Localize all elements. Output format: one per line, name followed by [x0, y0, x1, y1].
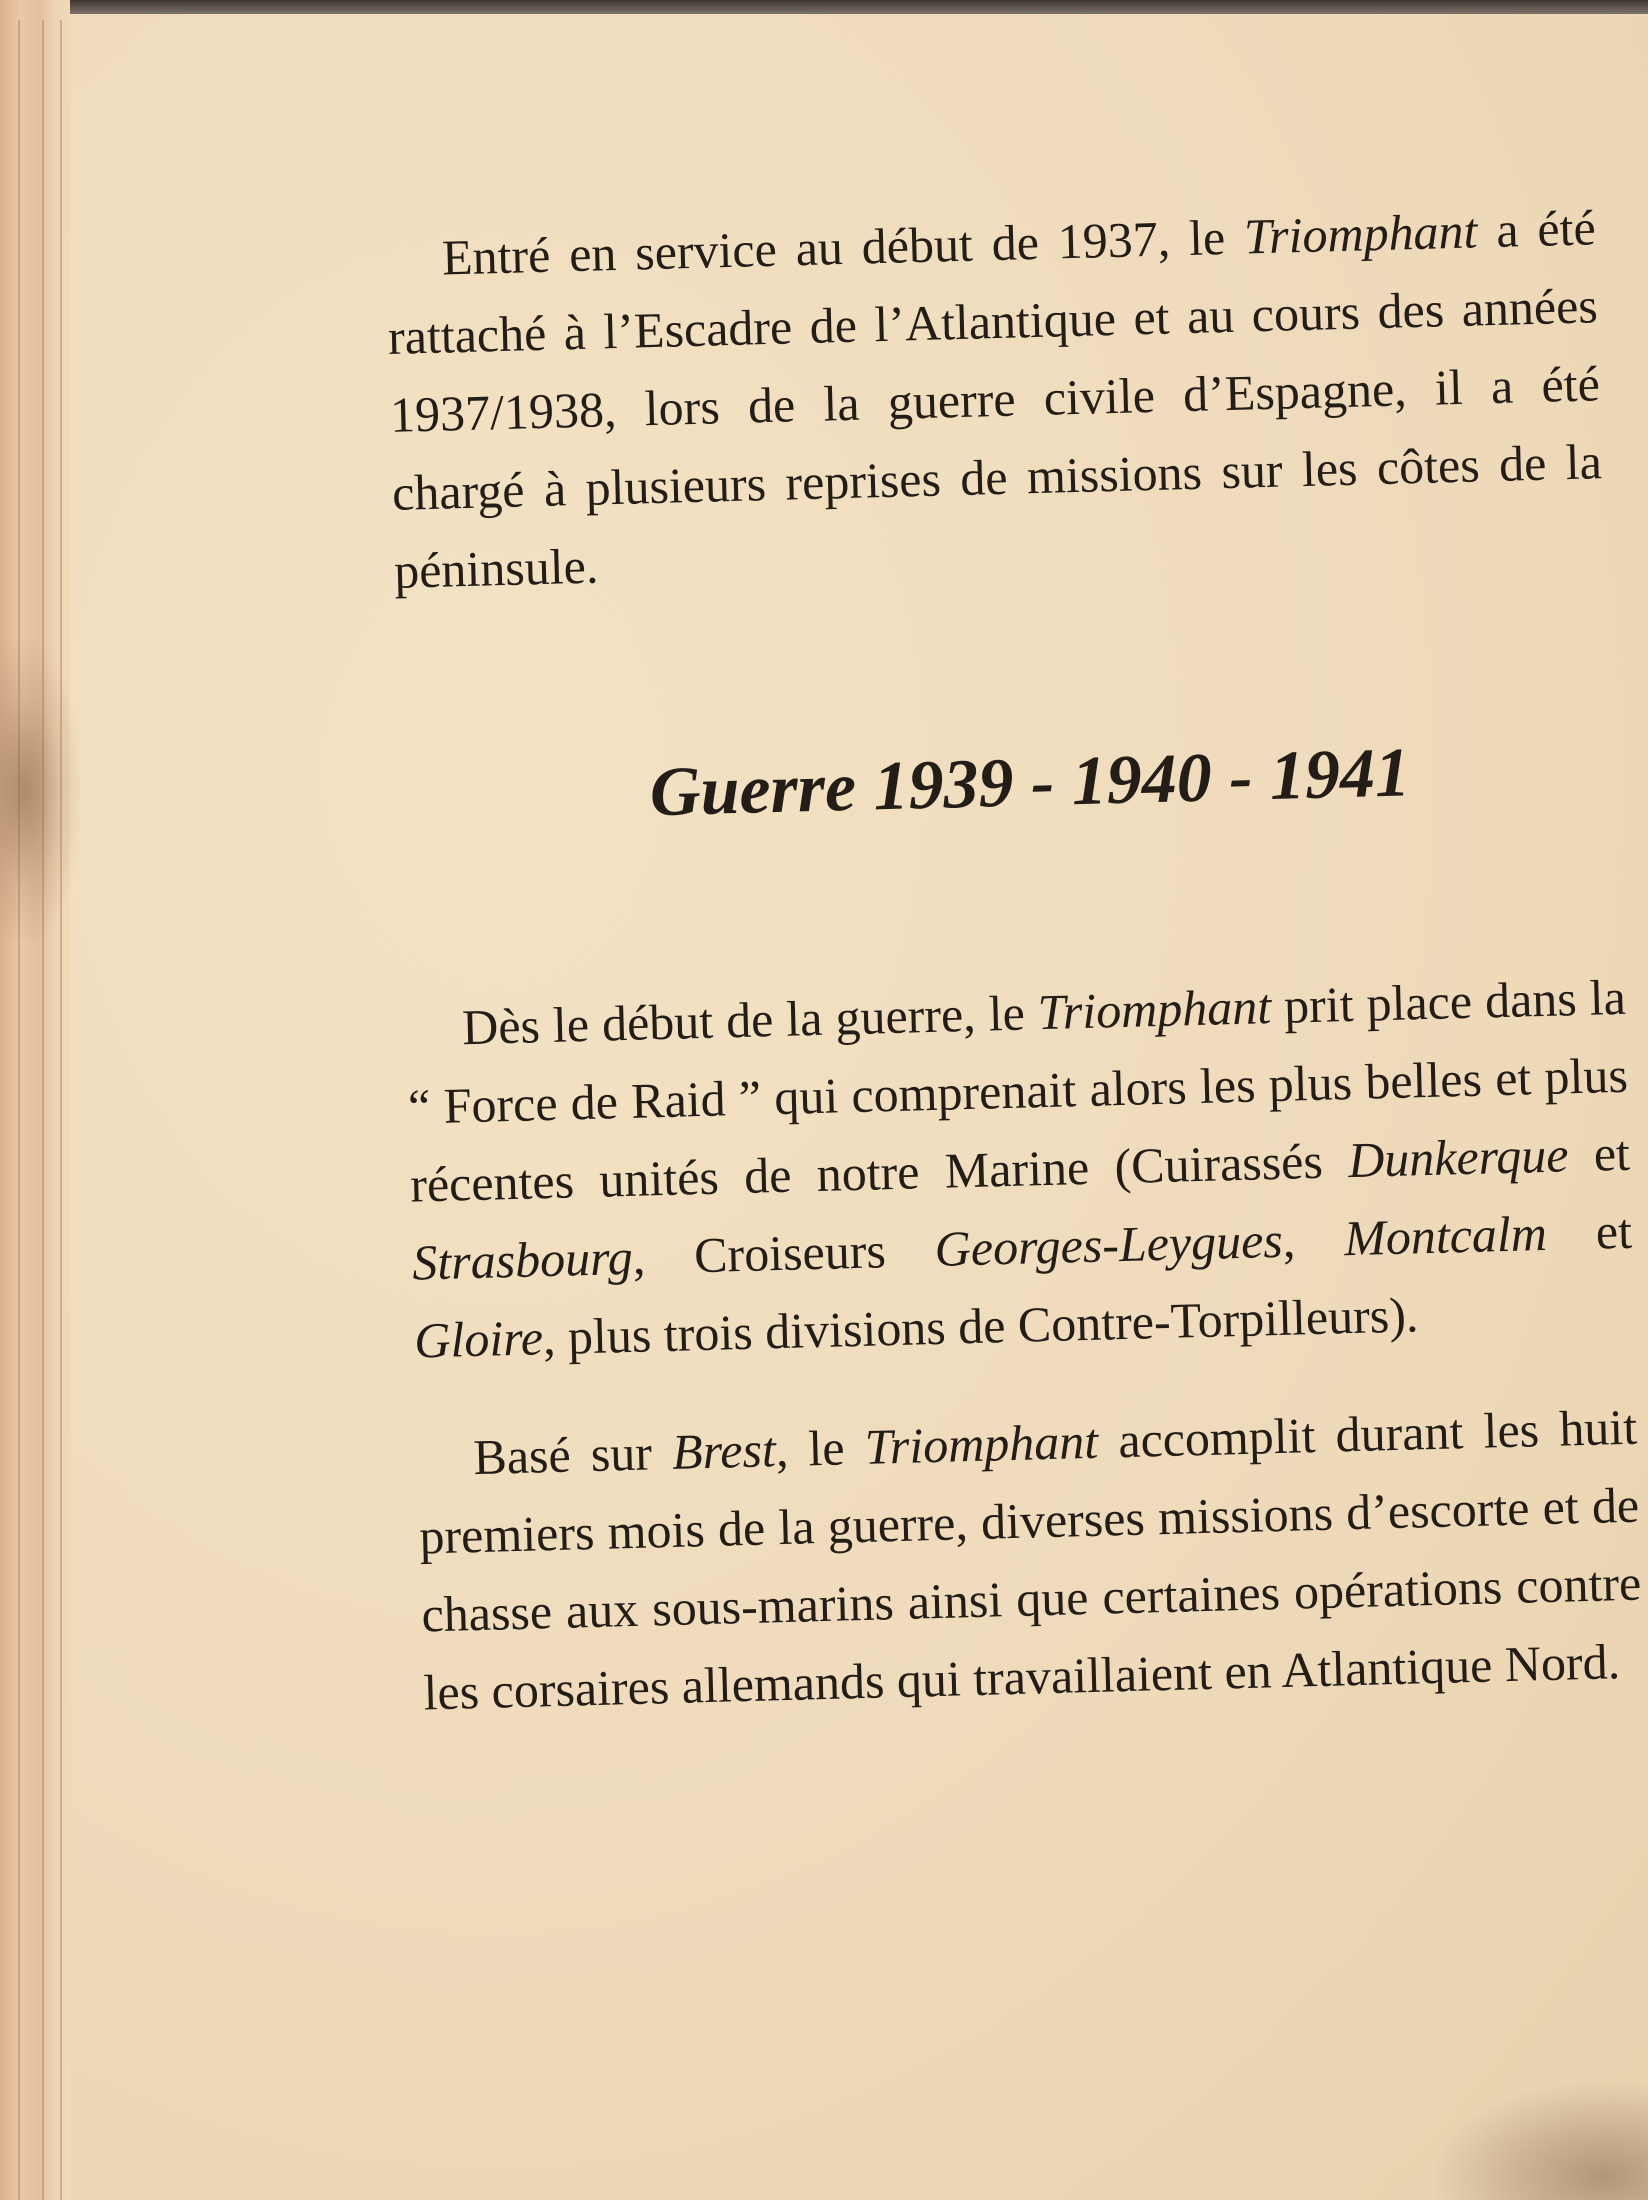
page-body	[385, 188, 1644, 1731]
text-run: Entré en service au début de 1937, le	[441, 208, 1245, 286]
paper-stain	[1428, 2080, 1648, 2200]
ship-name: Georges-Leygues	[933, 1211, 1284, 1277]
text-run: et	[1567, 1124, 1631, 1183]
ship-name: Triomphant	[864, 1412, 1099, 1475]
ship-name: Triomphant	[1243, 202, 1479, 265]
paragraph-brest-missions	[416, 1388, 1644, 1732]
paper-stain	[0, 640, 80, 940]
page-edge-line	[42, 20, 44, 2200]
text-run: Basé sur	[472, 1423, 673, 1486]
text-run: Dès le début de la guerre, le	[461, 984, 1039, 1056]
page-edge-line	[18, 20, 20, 2200]
text-run: prit place dans la “ Force de Raid ” qui comprenait alors les plus belles et plus récentes unités de notre Marine (Cuirassés	[407, 968, 1629, 1213]
ship-name: Dunkerque	[1347, 1126, 1570, 1189]
page-top-edge	[0, 0, 1648, 14]
ship-name: Triomphant	[1037, 978, 1272, 1041]
book-page-edges	[0, 0, 70, 2200]
section-heading: Guerre 1939 - 1940 - 1941	[648, 734, 1411, 832]
text-run: a été rattaché à l’Escadre de l’Atlantique et au cours des années 1937/1938, lors de la guerre civile d’Espagne, il a été chargé à plusieurs reprises de missions sur les côtes de la péninsule.	[387, 199, 1603, 599]
paragraph-service-entry	[385, 188, 1605, 610]
text-run: , plus trois divisions de Contre-Torpilleurs).	[542, 1286, 1420, 1366]
text-run: , le	[775, 1418, 866, 1478]
text-run: , Croiseurs	[631, 1220, 936, 1285]
text-run: ,	[1281, 1210, 1345, 1268]
ship-name: Strasbourg	[411, 1228, 634, 1291]
text-run: accomplit durant les huit premiers mois de la guerre, diverses missions d’escorte et de chasse aux sous-marins ainsi que certaines opérations contre les corsaires allemands qui travaillaient en Atlantique Nord.	[418, 1398, 1642, 1721]
ship-name: Montcalm	[1343, 1204, 1548, 1267]
page-edge-line	[60, 20, 62, 2200]
ship-name: Gloire	[413, 1309, 544, 1369]
paragraph-force-de-raid	[405, 958, 1635, 1380]
text-run: et	[1546, 1202, 1633, 1261]
place-name: Brest	[671, 1421, 777, 1480]
